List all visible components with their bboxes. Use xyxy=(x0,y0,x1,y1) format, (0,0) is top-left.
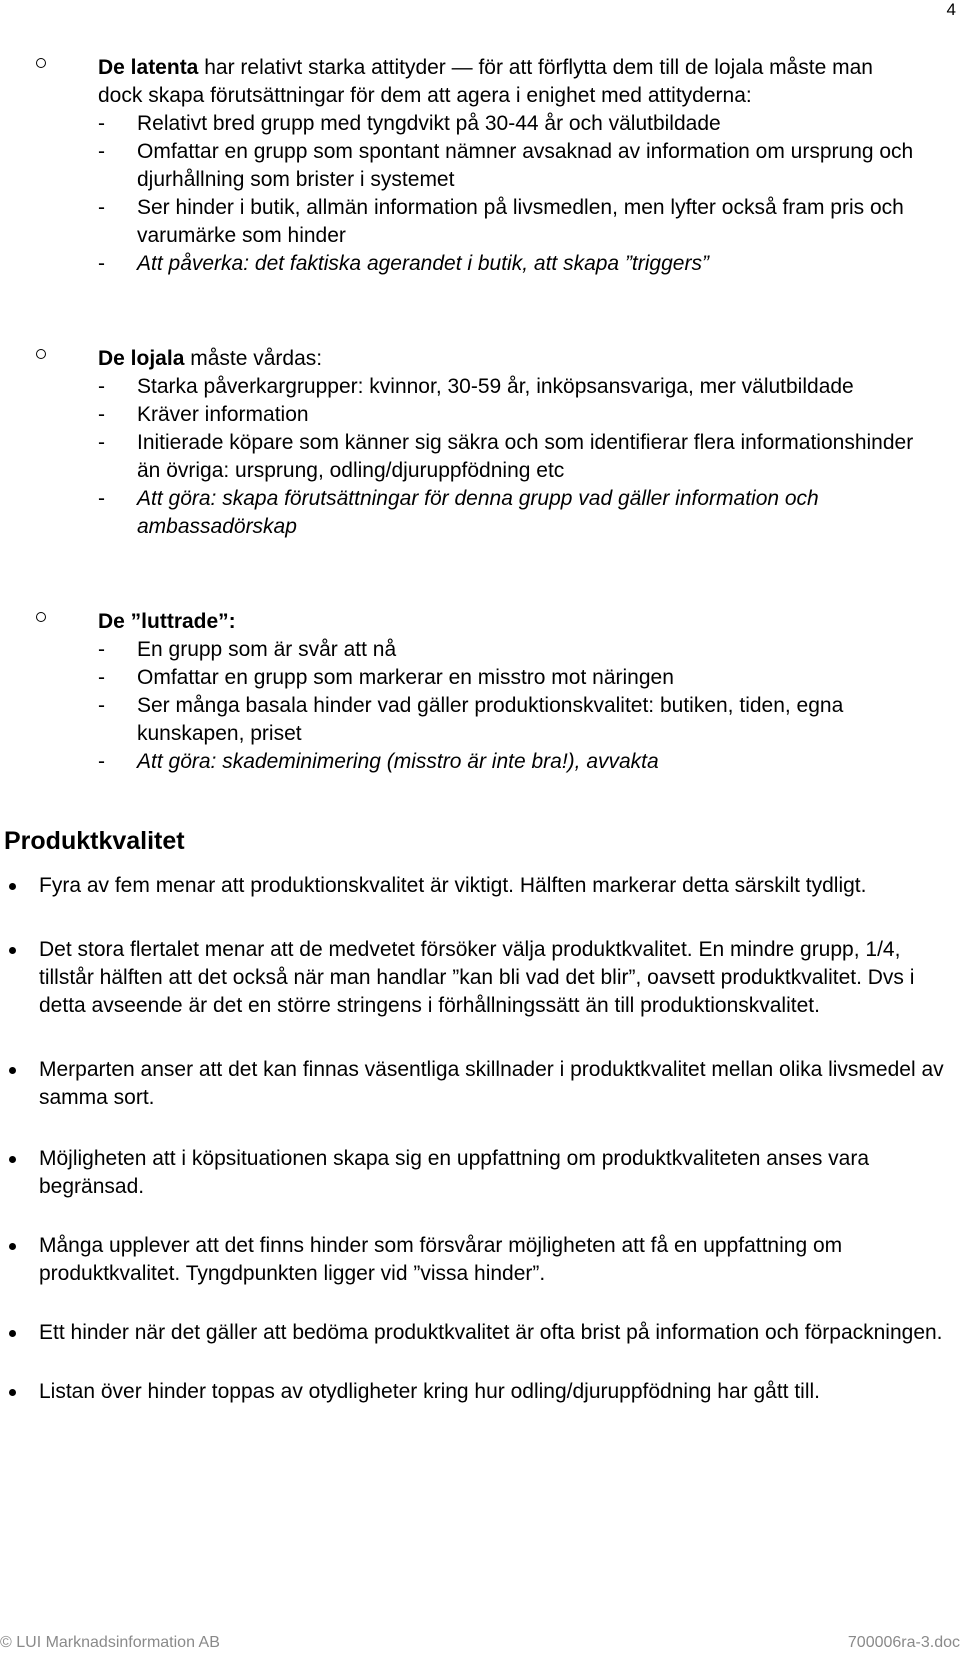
dash-icon: - xyxy=(98,252,105,275)
list-item: - Relativt bred grupp med tyngdvikt på 30-44 år och välutbildade xyxy=(98,110,920,138)
bullet-icon xyxy=(9,1389,16,1396)
dash-icon: - xyxy=(98,487,105,510)
list-item: - Att påverka: det faktiska agerandet i butik, att skapa ”triggers” xyxy=(98,250,920,278)
segment-heading-bold: De ”luttrade”: xyxy=(98,610,236,633)
page-footer xyxy=(0,1630,960,1653)
dash-icon: - xyxy=(98,431,105,454)
page-number: 4 xyxy=(946,0,956,19)
circle-bullet-icon xyxy=(36,612,46,622)
bullet-icon xyxy=(9,1156,16,1163)
bullet-item: Fyra av fem menar att produktionskvalitet är viktigt. Hälften markerar detta särskilt tydligt. xyxy=(0,872,957,900)
dash-icon: - xyxy=(98,750,105,773)
bullet-item: Möjligheten att i köpsituationen skapa sig en uppfattning om produktkvaliteten anses vara begränsad. xyxy=(0,1145,957,1201)
bullet-icon xyxy=(9,947,16,954)
segment-heading-text: måste vårdas: xyxy=(184,347,323,370)
list-item: - Ser hinder i butik, allmän information på livsmedlen, men lyfter också fram pris och varumärke som hinder xyxy=(98,196,904,247)
bullet-icon xyxy=(9,1243,16,1250)
segment-heading-text: har relativt starka attityder — för att förflytta dem till de lojala måste man dock skapa förutsättningar för dem att agera i enighet med attityderna: xyxy=(98,56,873,107)
list-item: - Initierade köpare som känner sig säkra och som identifierar flera informationshinder än övriga: ursprung, odling/djuruppfödning etc xyxy=(98,431,914,482)
segment-heading xyxy=(98,345,920,373)
footer-copyright: © LUI Marknadsinformation AB xyxy=(0,1634,220,1651)
section-title: Produktkvalitet xyxy=(4,827,185,855)
dash-icon: - xyxy=(98,638,105,661)
segment-heading-bold: De lojala xyxy=(98,347,185,370)
segment-item-list xyxy=(98,373,920,541)
bullet-list xyxy=(0,872,960,1406)
circle-bullet-icon xyxy=(36,58,46,68)
list-item: - Starka påverkargrupper: kvinnor, 30-59 år, inköpsansvariga, mer välutbildade xyxy=(98,373,920,401)
footer-filename: 700006ra-3.doc xyxy=(847,1634,960,1651)
list-item: - Att göra: skapa förutsättningar för denna grupp vad gäller information och ambassadörskap xyxy=(98,487,819,538)
list-item: - Omfattar en grupp som markerar en misstro mot näringen xyxy=(98,664,920,692)
segment-item-list xyxy=(98,110,920,278)
bullet-icon xyxy=(9,1067,16,1074)
list-item: - Att göra: skademinimering (misstro är inte bra!), avvakta xyxy=(98,748,920,776)
bullet-item: Merparten anser att det kan finnas väsentliga skillnader i produktkvalitet mellan olika livsmedel av samma sort. xyxy=(0,1056,957,1112)
bullet-icon xyxy=(9,883,16,890)
list-item: - Kräver information xyxy=(98,401,920,429)
segment-item-list xyxy=(98,636,920,776)
dash-icon: - xyxy=(98,375,105,398)
dash-icon: - xyxy=(98,112,105,135)
list-item: - Ser många basala hinder vad gäller produktionskvalitet: butiken, tiden, egna kunskapen, priset xyxy=(98,694,844,745)
dash-icon: - xyxy=(98,694,105,717)
bullet-item: Listan över hinder toppas av otydligheter kring hur odling/djuruppfödning har gått till. xyxy=(0,1378,957,1406)
circle-bullet-icon xyxy=(36,349,46,359)
list-item: - Omfattar en grupp som spontant nämner avsaknad av information om ursprung och djurhållning som brister i systemet xyxy=(98,140,914,191)
bullet-icon xyxy=(9,1330,16,1337)
dash-icon: - xyxy=(98,196,105,219)
list-item: - En grupp som är svår att nå xyxy=(98,636,920,664)
segment-heading-bold: De latenta xyxy=(98,56,199,79)
bullet-item: Många upplever att det finns hinder som försvårar möjligheten att få en uppfattning om produktkvalitet. Tyngdpunkten ligger vid ”vissa hinder”. xyxy=(0,1232,957,1288)
dash-icon: - xyxy=(98,403,105,426)
dash-icon: - xyxy=(98,140,105,163)
bullet-item: Ett hinder när det gäller att bedöma produktkvalitet är ofta brist på information och förpackningen. xyxy=(0,1319,957,1347)
bullet-item: Det stora flertalet menar att de medvetet försöker välja produktkvalitet. En mindre grupp, 1/4, tillstår hälften att det också när man handlar ”kan bli vad det blir”, oavsett produktkvalitet. Dvs i detta avseende är det en större stringens i förhållningssätt än till produktionskvalitet. xyxy=(0,936,957,1020)
segment-heading xyxy=(98,54,920,110)
segment-heading xyxy=(98,608,920,636)
dash-icon: - xyxy=(98,666,105,689)
